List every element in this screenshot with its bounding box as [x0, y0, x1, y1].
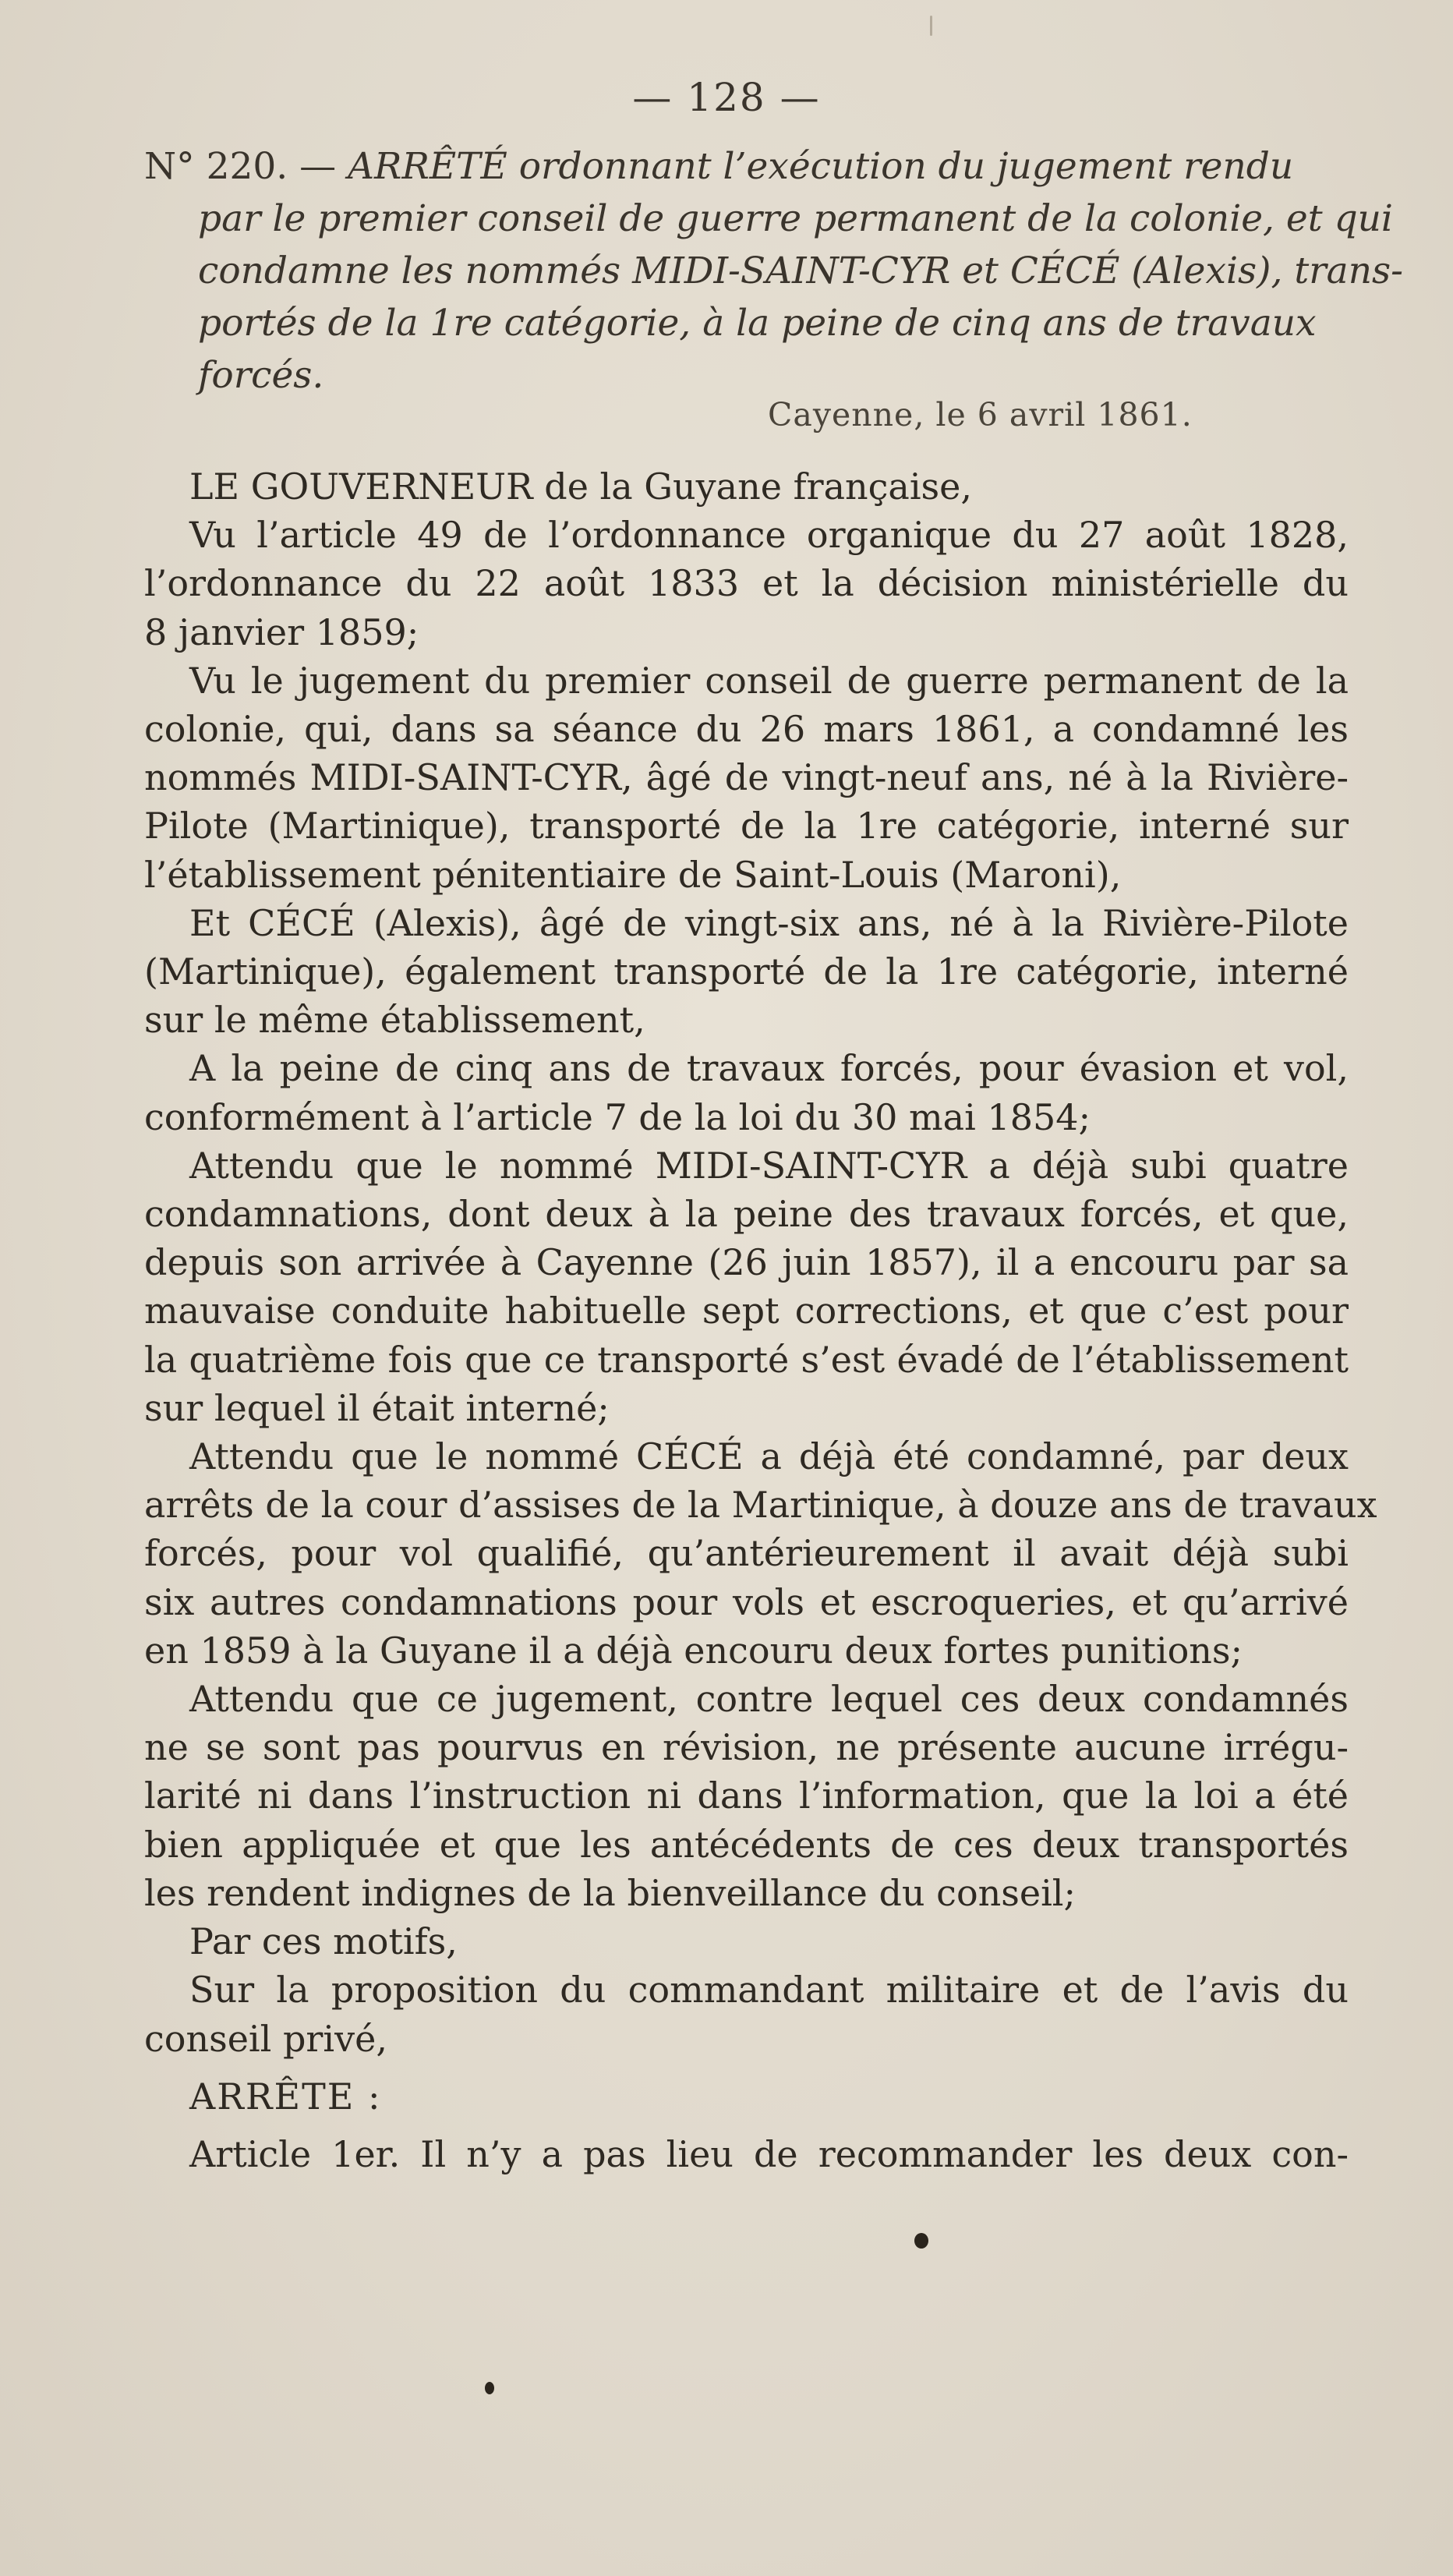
body-line: Attendu que le nommé MIDI-SAINT-CYR a déjà subi quatre [189, 1144, 1349, 1187]
arrete-label: ARRÊTE : [189, 2075, 382, 2118]
body-line: ne se sont pas pourvus en révision, ne présente aucune irrégu- [144, 1726, 1349, 1769]
body-line: Vu le jugement du premier conseil de guerre permanent de la [189, 659, 1349, 702]
ink-speck [914, 2233, 928, 2249]
body-line: la quatrième fois que ce transporté s’est évadé de l’établissement [144, 1338, 1349, 1381]
body-line: Sur la proposition du commandant militaire et de l’avis du [189, 1969, 1349, 2012]
body-line: conseil privé, [144, 2017, 387, 2060]
body-line: Pilote (Martinique), transporté de la 1re catégorie, interné sur [144, 805, 1349, 847]
body-line: Attendu que le nommé CÉCÉ a déjà été condamné, par deux [189, 1435, 1349, 1478]
body-line: en 1859 à la Guyane il a déjà encouru deux fortes punitions; [144, 1629, 1243, 1672]
body-line: sur lequel il était interné; [144, 1386, 610, 1429]
body-line: condamnations, dont deux à la peine des travaux forcés, et que, [144, 1193, 1349, 1236]
body-line: conformément à l’article 7 de la loi du 30 mai 1854; [144, 1095, 1091, 1138]
body-line: depuis son arrivée à Cayenne (26 juin 1857), il a encouru par sa [144, 1241, 1349, 1284]
page-number: — 128 — [632, 75, 821, 120]
heading-line-3: condamne les nommés MIDI-SAINT-CYR et CÉCÉ (Alexis), trans- [198, 249, 1403, 292]
body-line: l’établissement pénitentiaire de Saint-Louis (Maroni), [144, 853, 1122, 896]
heading-line-1 [144, 140, 1349, 193]
heading-text: ARRÊTÉ ordonnant l’exécution du jugement rendu [348, 145, 1294, 188]
paper-mark [930, 16, 932, 36]
body-line: mauvaise conduite habituelle sept corrections, et que c’est pour [144, 1290, 1349, 1332]
body-line: Par ces motifs, [189, 1920, 458, 1963]
body-line: Attendu que ce jugement, contre lequel ces deux condamnés [189, 1678, 1349, 1721]
heading-line-5: forcés. [198, 354, 324, 397]
body-line: colonie, qui, dans sa séance du 26 mars 1861, a condamné les [144, 708, 1349, 751]
body-line: Article 1er. Il n’y a pas lieu de recommander les deux con- [189, 2132, 1349, 2175]
heading-line-4: portés de la 1re catégorie, à la peine de cinq ans de travaux [198, 302, 1317, 345]
body-line: sur le même établissement, [144, 999, 645, 1042]
body-line: LE GOUVERNEUR de la Guyane française, [189, 465, 972, 508]
decree-number: N° 220. — [144, 145, 337, 188]
ink-speck [485, 2382, 494, 2394]
decree-heading [144, 140, 1403, 402]
heading-line-2: par le premier conseil de guerre permanent de la colonie, et qui [198, 197, 1393, 240]
body-line: A la peine de cinq ans de travaux forcés, pour évasion et vol, [189, 1047, 1349, 1090]
body-line: (Martinique), également transporté de la 1re catégorie, interné [144, 950, 1349, 993]
body-line: l’ordonnance du 22 août 1833 et la décision ministérielle du [144, 562, 1349, 605]
body-line: bien appliquée et que les antécédents de ces deux transportés [144, 1823, 1349, 1866]
body-line: Et CÉCÉ (Alexis), âgé de vingt-six ans, né à la Rivière-Pilote [189, 901, 1349, 944]
body-line: six autres condamnations pour vols et escroqueries, et qu’arrivé [144, 1580, 1349, 1623]
body-line: Vu l’article 49 de l’ordonnance organique du 27 août 1828, [189, 514, 1349, 557]
body-line: arrêts de la cour d’assises de la Martinique, à douze ans de travaux [144, 1484, 1377, 1527]
body-line: les rendent indignes de la bienveillance du conseil; [144, 1871, 1076, 1914]
decree-body [144, 462, 1377, 2178]
place-and-date: Cayenne, le 6 avril 1861. [768, 396, 1193, 433]
body-line: nommés MIDI-SAINT-CYR, âgé de vingt-neuf ans, né à la Rivière- [144, 756, 1349, 799]
body-line: 8 janvier 1859; [144, 610, 419, 653]
body-line: forcés, pour vol qualifié, qu’antérieurement il avait déjà subi [144, 1532, 1349, 1575]
body-line: larité ni dans l’instruction ni dans l’information, que la loi a été [144, 1775, 1349, 1817]
